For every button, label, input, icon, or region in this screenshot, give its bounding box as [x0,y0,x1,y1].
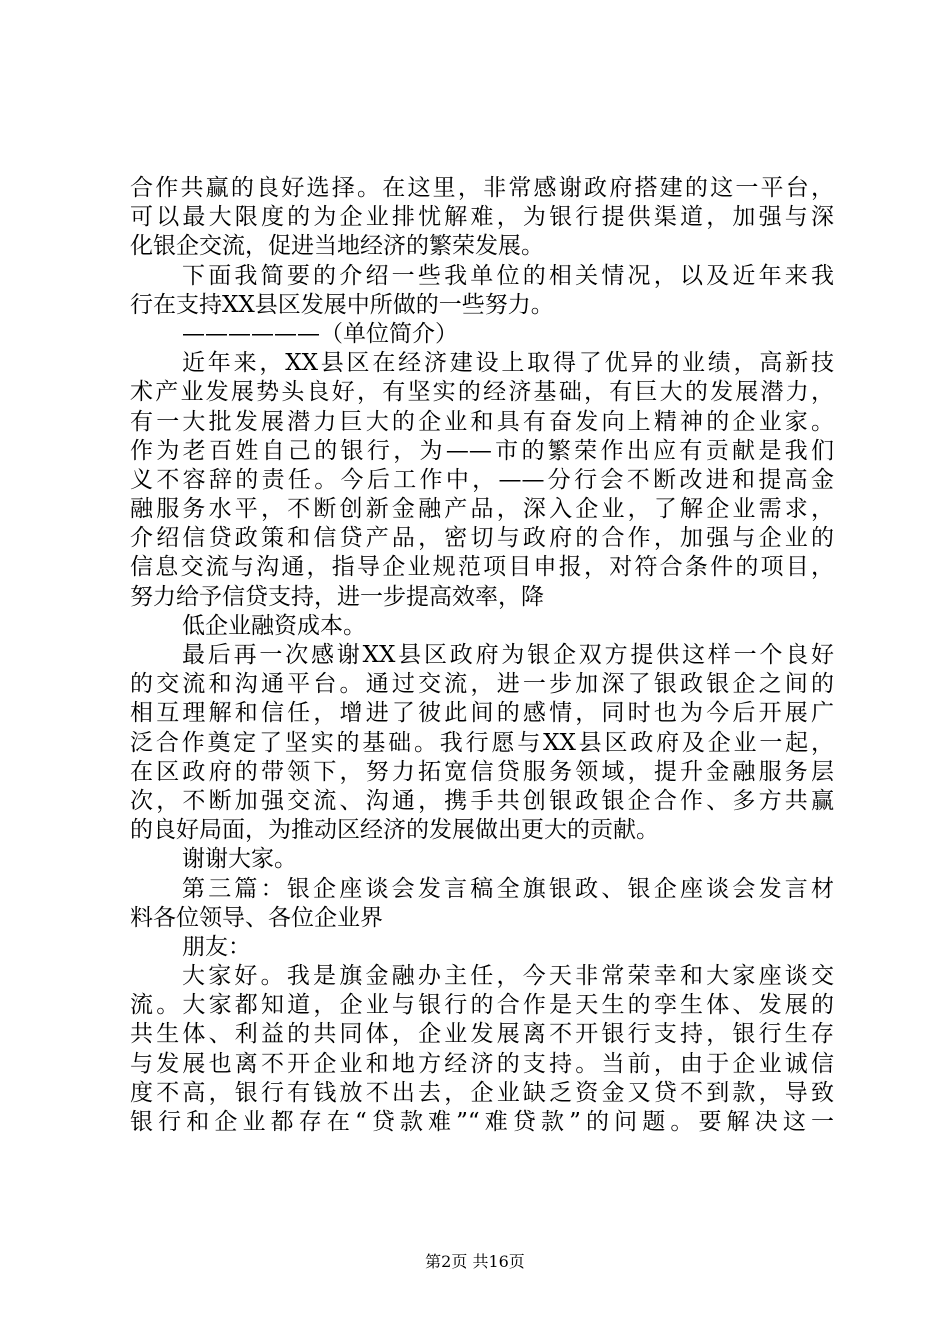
text-line: 第三篇：银企座谈会发言稿全旗银政、银企座谈会发言材 [182,875,834,902]
text-line: 术产业发展势头良好，有坚实的经济基础，有巨大的发展潜力， [130,379,834,406]
text-line: 近年来，XX县区在经济建设上取得了优异的业绩，高新技 [182,350,834,377]
text-line: 最后再一次感谢XX县区政府为银企双方提供这样一个良好 [182,642,834,668]
text-line: 作为老百姓自己的银行，为——市的繁荣作出应有贡献是我们 [130,437,834,464]
text-line: 合作共赢的良好选择。在这里，非常感谢政府搭建的这一平台， [130,175,834,201]
text-line: 相互理解和信任，增进了彼此间的感情，同时也为今后开展广 [130,700,834,727]
text-line: 谢谢大家。 [182,846,297,873]
text-line: 次，不断加强交流、沟通，携手共创银政银企合作、多方共赢 [130,787,834,814]
text-line: ——————（单位简介） [182,320,458,347]
text-line: 融服务水平，不断创新金融产品，深入企业，了解企业需求， [130,496,834,523]
text-line: 共生体、利益的共同体，企业发展离不开银行支持，银行生存 [130,1021,834,1048]
text-line: 与发展也离不开企业和地方经济的支持。当前，由于企业诚信 [130,1050,834,1077]
text-line: 有一大批发展潜力巨大的企业和具有奋发向上精神的企业家。 [130,408,834,435]
document-body [130,174,834,1137]
text-line: 的良好局面，为推动区经济的发展做出更大的贡献。 [130,817,659,844]
text-line: 在区政府的带领下，努力拓宽信贷服务领域，提升金融服务层 [130,758,834,785]
text-line: 努力给予信贷支持，进一步提高效率，降 [130,583,544,610]
page-footer: 第2页 共16页 [425,1252,525,1271]
text-line: 介绍信贷政策和信贷产品，密切与政府的合作，加强与企业的 [130,525,834,552]
text-line: 大家好。我是旗金融办主任，今天非常荣幸和大家座谈交 [182,963,834,990]
text-line: 化银企交流，促进当地经济的繁荣发展。 [130,233,544,260]
text-line: 度不高，银行有钱放不出去，企业缺乏资金又贷不到款，导致 [130,1079,834,1106]
text-line: 银行和企业都存在“贷款难”“难贷款”的问题。要解决这一 [130,1109,834,1135]
text-line: 下面我简要的介绍一些我单位的相关情况，以及近年来我 [182,262,834,289]
text-line: 流。大家都知道，企业与银行的合作是天生的孪生体、发展的 [130,992,834,1019]
text-line: 可以最大限度的为企业排忧解难，为银行提供渠道，加强与深 [130,204,834,231]
text-line: 泛合作奠定了坚实的基础。我行愿与XX县区政府及企业一起， [130,729,834,756]
text-line: 行在支持XX县区发展中所做的一些努力。 [130,291,554,318]
text-line: 朋友： [182,933,251,960]
text-line: 料各位领导、各位企业界 [130,904,383,931]
text-line: 信息交流与沟通，指导企业规范项目申报，对符合条件的项目， [130,554,834,581]
text-line: 低企业融资成本。 [182,612,366,639]
text-line: 义不容辞的责任。今后工作中，——分行会不断改进和提高金 [130,466,834,493]
text-line: 的交流和沟通平台。通过交流，进一步加深了银政银企之间的 [130,671,834,698]
